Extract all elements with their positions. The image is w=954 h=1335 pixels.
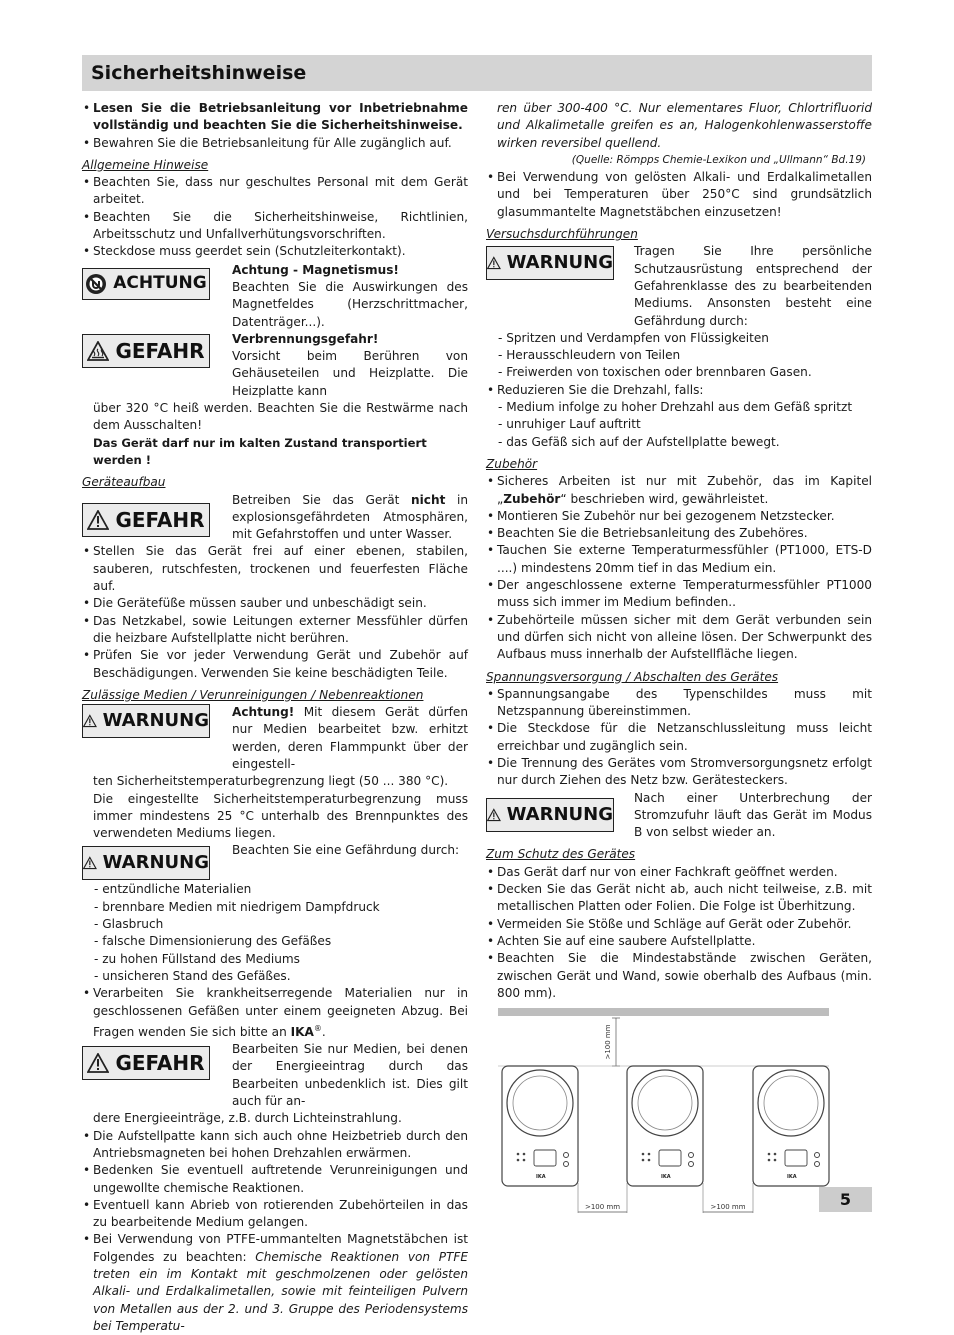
list-item: • Die Steckdose für die Netzanschlussleitung muss leicht erreichbar und zugänglich sein.: [486, 720, 872, 755]
warning-text: Betreiben Sie das Gerät nicht in explosionsgefährdeten Atmosphären, mit Gefahrstoffen und unter Wasser.: [232, 492, 468, 542]
list-item: • Beachten Sie die Betriebsanleitung des Zubehöres.: [486, 525, 872, 542]
warning-block: [82, 492, 468, 544]
alkali-list: [486, 169, 872, 221]
warnung-sign: [486, 246, 614, 280]
magnetism-heading: Achtung - Magnetismus!: [232, 262, 399, 277]
list-item: • Bei Verwendung von PTFE-ummantelten Magnetstäbchen ist Folgendes zu beachten: Chemische Reaktionen von PTFE treten ein im Kontakt mit geschmolzenen oder gelösten Alkali- und Erdalkalimetallen, sowie mit feinteiligen Pulvern von Metallen aus der 2. und 3. Gruppe des Periodensystems bei Temperatu-: [82, 1231, 468, 1335]
warning-triangle-icon: [83, 853, 97, 873]
list-item: • Die Gerätefüße müssen sauber und unbeschädigt sein.: [82, 595, 468, 612]
hot-surface-icon: [87, 341, 109, 361]
list-item: • Lesen Sie die Betriebsanleitung vor Inbetriebnahme vollständig und beachten Sie die Sicherheitshinweise.: [82, 100, 468, 135]
sign-label: WARNUNG: [102, 852, 209, 874]
warnung-sign: [82, 704, 210, 738]
setup-list: [82, 543, 468, 681]
list-item: • Beachten Sie, dass nur geschultes Personal mit dem Gerät arbeitet.: [82, 174, 468, 209]
gap-label-1: >100 mm: [584, 1203, 621, 1212]
list-item: - entzündliche Materialien: [94, 882, 252, 897]
ceiling-bar: [498, 1008, 829, 1016]
list-item: • Das Gerät darf nur von einer Fachkraft geöffnet werden.: [486, 864, 872, 881]
sign-label: GEFAHR: [115, 1051, 205, 1076]
gefahr-sign: [82, 1046, 210, 1080]
warning-text: Bearbeiten Sie nur Medien, bei denen der Energieeintrag durch das Bearbeiten unbedenklich ist. Dies gilt auch für an-: [232, 1042, 468, 1109]
warning-block: [486, 790, 872, 842]
list-item: • Verarbeiten Sie krankheitserregende Materialien nur in geschlossenen Gefäßen unter einem geeigneten Abzug. Bei Fragen wenden Sie sich bitte an IKA®.: [82, 985, 468, 1041]
sign-label: ACHTUNG: [113, 273, 207, 294]
magnetism-text: Beachten Sie die Auswirkungen des Magnetfeldes (Herzschrittmacher, Datenträger...).: [232, 279, 468, 329]
warning-text: [210, 262, 468, 331]
section-title: Zubehör: [486, 456, 538, 471]
device-protection-list: [486, 864, 872, 1002]
list-item: • Der angeschlossene externe Temperaturmessfühler PT1000 muss sich immer im Medium befinden..: [486, 577, 872, 612]
warning-block: [82, 704, 468, 773]
list-item: • Das Netzkabel, sowie Leitungen externer Messfühler dürfen die heizbare Aufstellplatte nicht berühren.: [82, 613, 468, 648]
warning-triangle-icon: [487, 253, 501, 273]
right-column: [486, 100, 872, 1232]
gefahr-sign: [82, 334, 210, 368]
list-item: • Die Aufstellpatte kann sich auch ohne Heizbetrieb durch den Antriebsmagneten bei hohen Drehzahlen erwärmen.: [82, 1128, 468, 1163]
warning-text: Tragen Sie Ihre persönliche Schutzausrüstung entsprechend der Gefahrenklasse des zu bearbeitenden Mediums. Ansonsten besteht eine Gefährdung durch:: [634, 244, 872, 328]
warning-triangle-icon: [83, 711, 97, 731]
burn-text: Vorsicht beim Berühren von Gehäuseteilen und Heizplatte. Die Heizplatte kann: [232, 349, 468, 398]
svg-text:IKA: IKA: [661, 1174, 671, 1181]
section-title: Zum Schutz des Gerätes: [486, 847, 636, 862]
section-title: Allgemeine Hinweise: [82, 157, 209, 172]
svg-text:IKA: IKA: [787, 1174, 797, 1181]
page-number: 5: [819, 1187, 872, 1212]
list-item: • Montieren Sie Zubehör nur bei gezogenem Netzstecker.: [486, 508, 872, 525]
list-item: • Prüfen Sie vor jeder Verwendung Gerät und Zubehör auf Beschädigungen. Verwenden Sie keine beschädigten Teile.: [82, 647, 468, 682]
section-title: Versuchsdurchführungen: [486, 227, 638, 242]
warning-triangle-icon: [487, 805, 501, 825]
burn-heading: Verbrennungsgefahr!: [232, 331, 379, 346]
achtung-sign: [82, 268, 210, 300]
list-item: - zu hohen Füllstand des Mediums: [94, 951, 300, 966]
list-item: - Medium infolge zu hoher Drehzahl aus dem Gefäß spritzt: [498, 400, 853, 415]
transport-note: Das Gerät darf nur im kalten Zustand transportiert werden !: [93, 435, 427, 467]
list-item: • Bedenken Sie eventuell auftretende Verunreinigungen und ungewollte chemische Reaktionen.: [82, 1162, 468, 1197]
sign-label: WARNUNG: [506, 252, 613, 274]
warning-triangle-icon: [87, 510, 109, 530]
list-item: • Decken Sie das Gerät nicht ab, auch nicht teilweise, z.B. mit metallischen Platten oder Folien. Die Folge ist Überhitzung.: [486, 881, 872, 916]
media-list-2: [82, 1128, 468, 1335]
list-item: • Eventuell kann Abrieb von rotierenden Zubehörteilen in das zu bearbeitende Medium gelangen.: [82, 1197, 468, 1232]
hazard-dash-list: [82, 881, 468, 985]
warnung-sign: [82, 846, 210, 880]
warning-block: [82, 1041, 468, 1110]
list-item: - Spritzen und Verdampfen von Flüssigkeiten: [498, 330, 769, 345]
warning-text: [210, 331, 468, 400]
media-list: [82, 985, 468, 1041]
list-item: - Glasbruch: [94, 917, 164, 932]
gefahr-sign: [82, 503, 210, 537]
list-item: - Herausschleudern von Teilen: [498, 348, 681, 363]
list-item: • Tauchen Sie externe Temperaturmessfühler (PT1000, ETS-D ....) mindestens 20mm tief in das Medium ein.: [486, 542, 872, 577]
speed-list: [486, 382, 872, 399]
list-item: - Freiwerden von toxischen oder brennbaren Gasen.: [498, 365, 812, 380]
list-item: - falsche Dimensionierung des Gefäßes: [94, 934, 332, 949]
list-item: • Vermeiden Sie Stöße und Schläge auf Gerät oder Zubehör.: [486, 916, 872, 933]
list-item: • Stellen Sie das Gerät frei auf einer ebenen, stabilen, sauberen, rutschfesten, trockenen und feuerfesten Fläche auf.: [82, 543, 468, 595]
list-item: • Spannungsangabe des Typenschildes muss mit Netzspannung übereinstimmen.: [486, 686, 872, 721]
warning-text: Beachten Sie eine Gefährdung durch:: [232, 843, 460, 858]
device-spacing-figure: [486, 1008, 872, 1232]
sign-label: WARNUNG: [102, 710, 209, 732]
page-title: Sicherheitshinweise: [91, 62, 307, 84]
warning-block: [82, 262, 468, 331]
device-1: [502, 1066, 578, 1186]
list-item: • Reduzieren Sie die Drehzahl, falls:: [486, 382, 872, 399]
device-2: [627, 1066, 703, 1186]
list-item: - brennbare Medien mit niedrigem Dampfdruck: [94, 899, 380, 914]
left-column: [82, 100, 468, 1335]
svg-text:IKA: IKA: [536, 1174, 546, 1181]
ptfe-text-continued: ren über 300-400 °C. Nur elementares Fluor, Chlortrifluorid und Alkalimetalle greifen es an, Halogenkohlenwasserstoffe wirken reversibel quellend.: [497, 101, 872, 150]
safety-temp-text: Die eingestellte Sicherheitstemperaturbegrenzung muss immer mindestens 25 °C unterhalb des Brennpunktes des verwendeten Mediums liegen.: [93, 791, 468, 841]
list-item: • Steckdose muss geerdet sein (Schutzleiterkontakt).: [82, 243, 468, 260]
list-item: - unruhiger Lauf auftritt: [498, 417, 641, 432]
power-list: [486, 686, 872, 790]
height-label: >100 mm: [604, 1024, 612, 1060]
list-item: • Beachten Sie die Sicherheitshinweise, Richtlinien, Arbeitsschutz und Unfallverhütungsvorschriften.: [82, 209, 468, 244]
section-title: Geräteaufbau: [82, 475, 166, 490]
section-title: Spannungsversorgung / Abschalten des Gerätes: [486, 669, 779, 684]
warning-text: Achtung! Mit diesem Gerät dürfen nur Medien bearbeitet bzw. erhitzt werden, deren Flammpunkt über der eingestell-: [232, 705, 468, 771]
list-item: • Bei Verwendung von gelösten Alkali- und Erdalkalimetallen und bei Temperaturen über 250°C sind grundsätzlich glasummantelte Magnetstäbchen einzusetzen!: [486, 169, 872, 221]
section-title: Zulässige Medien / Verunreinigungen / Nebenreaktionen: [82, 687, 424, 702]
warnung-sign: [486, 798, 614, 832]
list-item: - unsicheren Stand des Gefäßes.: [94, 968, 291, 983]
source-citation: (Quelle: Römpps Chemie-Lexikon und „Ullmann“ Bd.19): [571, 153, 866, 166]
speed-dash-list: [486, 399, 872, 451]
intro-list: [82, 100, 468, 152]
warning-block: [82, 331, 468, 400]
warning-block: [82, 842, 468, 880]
burn-text-continued: über 320 °C heiß werden. Beachten Sie die Restwärme nach dem Ausschalten!: [93, 401, 468, 433]
list-item: • Die Trennung des Gerätes vom Stromversorgungsnetz erfolgt nur durch Ziehen des Netz bzw. Gerätesteckers.: [486, 755, 872, 790]
list-item: • Bewahren Sie die Betriebsanleitung für Alle zugänglich auf.: [82, 135, 468, 152]
sign-label: GEFAHR: [115, 507, 205, 532]
device-3: [753, 1066, 829, 1186]
warning-text: Nach einer Unterbrechung der Stromzufuhr läuft das Gerät im Modus B von selbst wieder an.: [634, 790, 872, 840]
warning-triangle-icon: [87, 1053, 109, 1073]
gap-label-2: >100 mm: [710, 1203, 746, 1212]
magnet-prohibition-icon: [85, 273, 107, 295]
list-item: • Beachten Sie die Mindestabstände zwischen Geräten, zwischen Gerät und Wand, sowie oberhalb des Aufbaus (min. 800 mm).: [486, 950, 872, 1002]
clearance-diagram: [486, 1008, 872, 1232]
list-item: • Achten Sie auf eine saubere Aufstellplatte.: [486, 933, 872, 950]
section-header: [82, 55, 872, 91]
sign-label: GEFAHR: [115, 338, 205, 363]
list-item: - das Gefäß sich auf der Aufstellplatte bewegt.: [498, 434, 780, 449]
flashpoint-text: ten Sicherheitstemperaturbegrenzung liegt (50 ... 380 °C).: [93, 774, 449, 789]
list-item: • Sicheres Arbeiten ist nur mit Zubehör, das im Kapitel „Zubehör“ beschrieben wird, gewährleistet.: [486, 473, 872, 508]
list-item: • Zubehörteile müssen sicher mit dem Gerät verbunden sein und dürfen sich nicht von alleine lösen. Der Schwerpunkt des Aufbaus muss innerhalb der Aufstellfläche liegen.: [486, 612, 872, 664]
accessories-list: [486, 473, 872, 663]
warning-block: [486, 243, 872, 329]
sign-label: WARNUNG: [506, 803, 613, 825]
energy-text-continued: dere Energieeinträge, z.B. durch Lichteinstrahlung.: [93, 1111, 402, 1126]
general-notes-list: [82, 174, 468, 260]
hazard-dash-list: [486, 330, 872, 382]
